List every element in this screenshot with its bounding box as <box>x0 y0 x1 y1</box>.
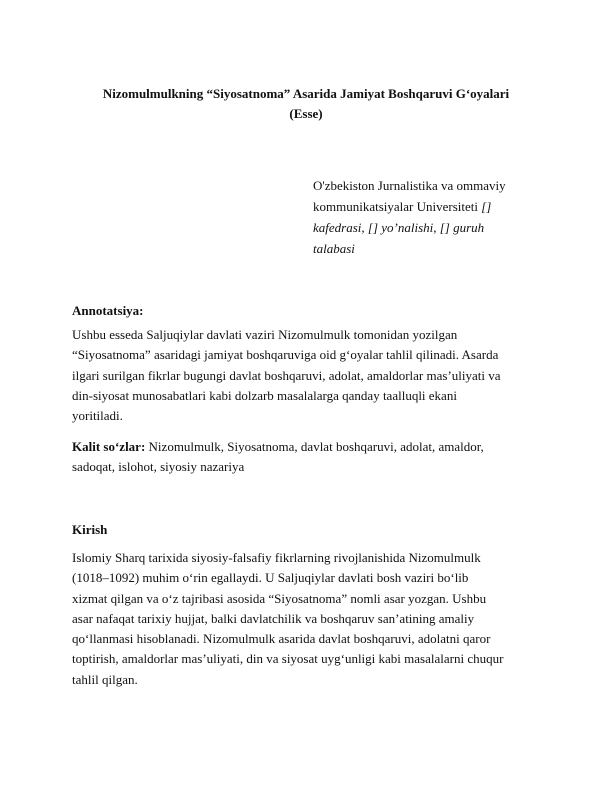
affiliation-line-3: kafedrasi, [] yo’nalishi, [] guruh <box>313 220 485 235</box>
annotation-heading: Annotatsiya: <box>72 303 144 318</box>
intro-line: xizmat qilgan va o‘z tajribasi asosida “Siyosatnoma” nomli asar yozgan. Ushbu <box>72 590 487 606</box>
essay-title <box>72 84 540 124</box>
annotation-line: Ushbu esseda Saljuqiylar davlati vaziri Nizomulmulk tomonidan yozilgan <box>72 327 458 342</box>
affiliation-line-4: talabasi <box>313 241 355 256</box>
intro-heading: Kirish <box>72 522 108 537</box>
annotation-line: yoritiladi. <box>72 408 123 424</box>
annotation-line: “Siyosatnoma” asaridagi jamiyat boshqaruviga oid g‘oyalar tahlil qilinadi. Asarda <box>72 347 499 363</box>
annotation-line: din-siyosat munosabatlari kabi dolzarb masalalarga qanday taalluqli ekani <box>72 387 457 403</box>
intro-line: Islomiy Sharq tarixida siyosiy-falsafiy fikrlarning rivojlanishida Nizomulmulk <box>72 550 481 565</box>
affiliation-line-2 <box>313 196 543 217</box>
keywords-list: Nizomulmulk, Siyosatnoma, davlat boshqaruvi, adolat, amaldor, <box>145 439 484 454</box>
keywords-paragraph <box>72 437 542 478</box>
title-line-2: (Esse) <box>289 106 323 121</box>
intro-line: asar nafaqat tarixiy hujjat, balki davlatchilik va boshqaruv san’atining amaliy <box>72 610 475 626</box>
keywords-label: Kalit so‘zlar: <box>72 439 146 454</box>
intro-line: tahlil qilgan. <box>72 671 138 687</box>
author-affiliation <box>313 175 543 259</box>
intro-line: toptirish, amaldorlar mas’uliyati, din va siyosat uyg‘unligi kabi masalalarni chuqur <box>72 651 504 667</box>
intro-text <box>72 548 542 690</box>
affiliation-placeholder: [] <box>478 199 492 214</box>
title-line-1: Nizomulmulkning “Siyosatnoma” Asarida Jamiyat Boshqaruvi G‘oyalari <box>102 86 510 101</box>
annotation-text <box>72 325 542 426</box>
intro-line: (1018–1092) muhim o‘rin egallaydi. U Saljuqiylar davlati bosh vaziri bo‘lib <box>72 570 469 586</box>
keywords-list-continued: sadoqat, islohot, siyosiy nazariya <box>72 459 245 475</box>
affiliation-line-1: O'zbekiston Jurnalistika va ommaviy <box>313 178 506 193</box>
affiliation-university: kommunikatsiyalar Universiteti <box>313 199 478 214</box>
annotation-line: ilgari surilgan fikrlar bugungi davlat boshqaruvi, adolat, amaldorlar mas’uliyati va <box>72 367 501 383</box>
intro-line: qo‘llanmasi hisoblanadi. Nizomulmulk asarida davlat boshqaruvi, adolatni qaror <box>72 631 491 647</box>
